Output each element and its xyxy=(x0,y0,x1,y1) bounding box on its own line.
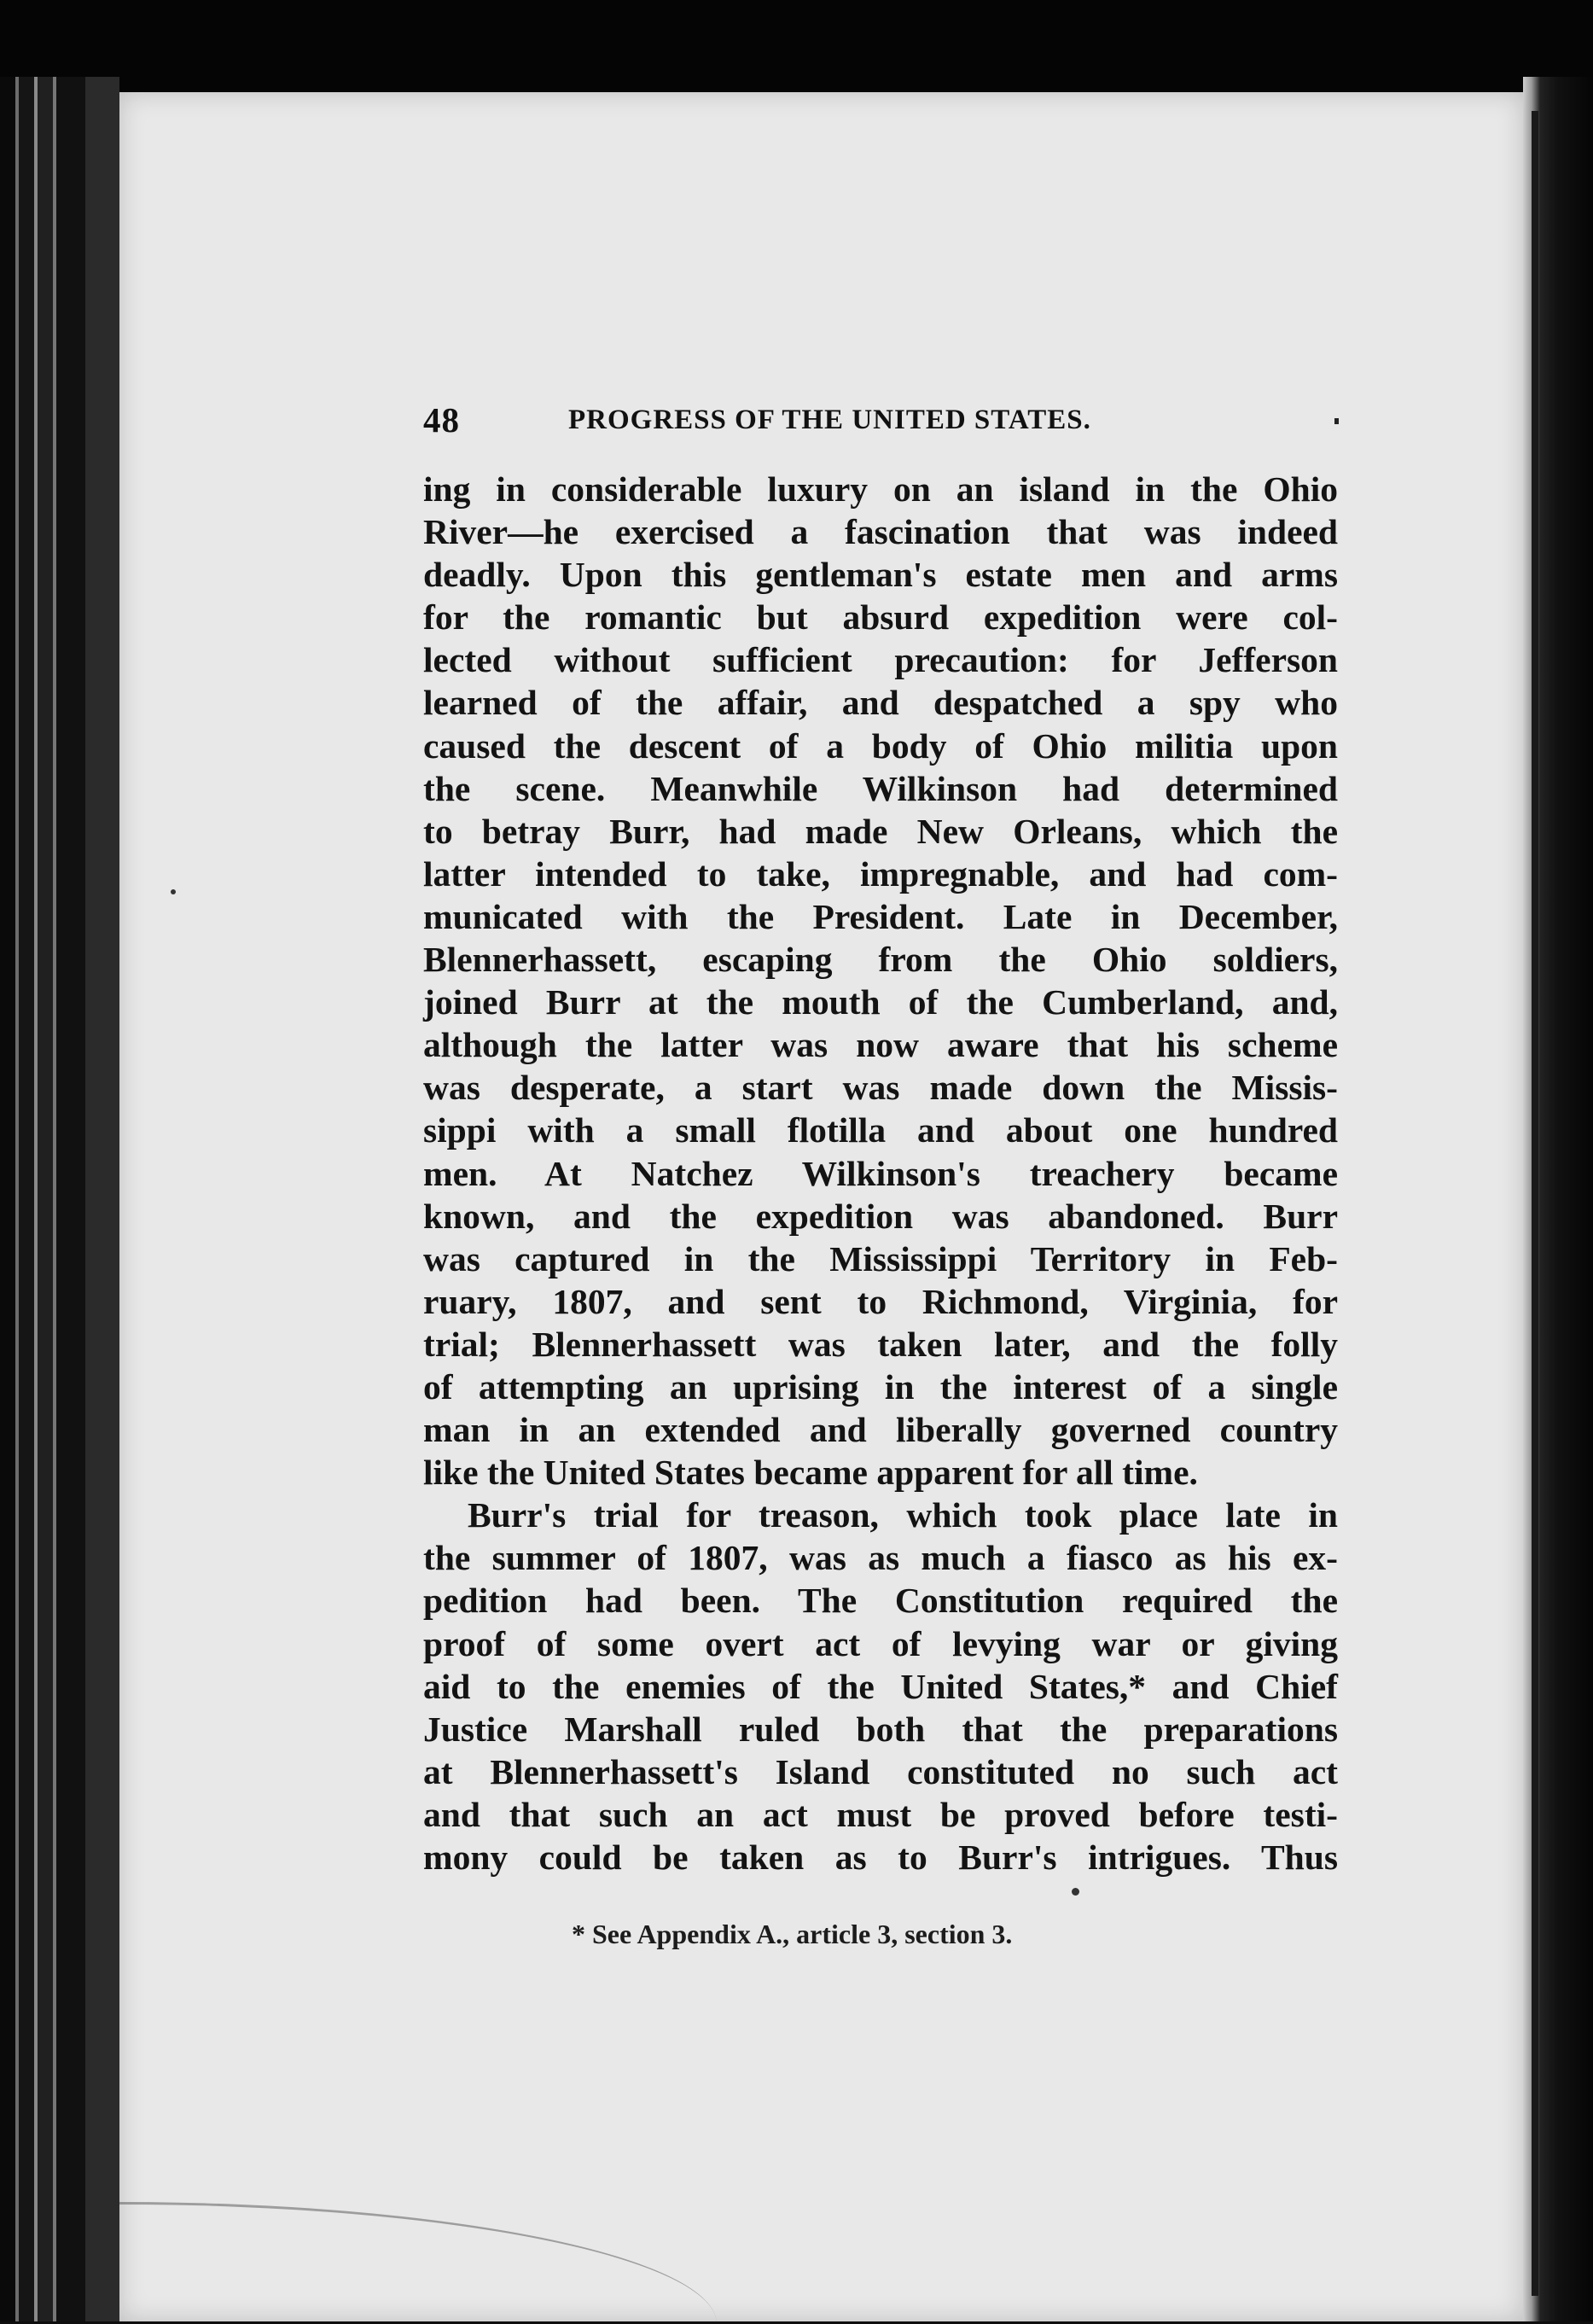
text-line: was captured in the Mississippi Territory in Feb- xyxy=(423,1238,1338,1278)
text-line: Blennerhassett, escaping from the Ohio soldiers, xyxy=(423,940,1338,980)
text-line: sippi with a small flotilla and about one hundred xyxy=(423,1110,1338,1150)
text-line: trial; Blennerhassett was taken later, and the folly xyxy=(423,1324,1338,1364)
binding-line xyxy=(1532,111,1538,2296)
text-line: proof of some overt act of levying war or giving xyxy=(423,1623,1338,1663)
text-line: to betray Burr, had made New Orleans, which the xyxy=(423,811,1338,851)
text-line: ing in considerable luxury on an island in the Ohio xyxy=(423,469,1338,509)
text-line: municated with the President. Late in December, xyxy=(423,896,1338,936)
page-header xyxy=(423,399,1349,451)
text-line: and that such an act must be proved before testi- xyxy=(423,1794,1338,1834)
text-line: River—he exercised a fascination that was indeed xyxy=(423,512,1338,552)
text-line: lected without sufficient precaution: for Jefferson xyxy=(423,640,1338,680)
footnote: * See Appendix A., article 3, section 3. xyxy=(572,1919,1013,1949)
text-line: like the United States became apparent for all time. xyxy=(423,1453,1198,1493)
book-left-edge xyxy=(0,77,119,2321)
text-line: men. At Natchez Wilkinson's treachery became xyxy=(423,1153,1338,1193)
text-line: pedition had been. The Constitution required the xyxy=(423,1581,1338,1621)
text-line: for the romantic but absurd expedition were col- xyxy=(423,597,1338,638)
text-line: known, and the expedition was abandoned. Burr xyxy=(423,1196,1338,1236)
margin-speck xyxy=(171,889,176,894)
ink-speck xyxy=(1072,1888,1079,1896)
header-speck xyxy=(1334,418,1339,424)
text-line: the scene. Meanwhile Wilkinson had determined xyxy=(423,768,1338,808)
text-line: the summer of 1807, was as much a fiasco as his ex- xyxy=(423,1538,1338,1578)
text-line: deadly. Upon this gentleman's estate men and arms xyxy=(423,555,1338,595)
text-line: ruary, 1807, and sent to Richmond, Virginia, for xyxy=(423,1281,1338,1321)
text-line: joined Burr at the mouth of the Cumberland, and, xyxy=(423,982,1338,1022)
text-line: of attempting an uprising in the interest of a single xyxy=(423,1366,1338,1407)
text-line: learned of the affair, and despatched a spy who xyxy=(423,683,1338,723)
text-line: Justice Marshall ruled both that the preparations xyxy=(423,1709,1338,1749)
text-line: mony could be taken as to Burr's intrigues. Thus xyxy=(423,1838,1338,1877)
running-head: PROGRESS OF THE UNITED STATES. xyxy=(568,405,1091,435)
text-line: was desperate, a start was made down the Missis- xyxy=(423,1068,1338,1108)
text-line: although the latter was now aware that his scheme xyxy=(423,1025,1338,1065)
scan-top-border xyxy=(0,0,1593,94)
text-line: Burr's trial for treason, which took place late in xyxy=(468,1495,1338,1535)
text-line: at Blennerhassett's Island constituted no such act xyxy=(423,1751,1338,1791)
body-text xyxy=(423,468,1338,1878)
text-line: aid to the enemies of the United States,* and Chief xyxy=(423,1666,1338,1706)
text-line: caused the descent of a body of Ohio militia upon xyxy=(423,725,1338,766)
text-line: man in an extended and liberally governed country xyxy=(423,1410,1338,1450)
text-line: latter intended to take, impregnable, and had com- xyxy=(423,853,1338,894)
page-number: 48 xyxy=(423,400,460,440)
